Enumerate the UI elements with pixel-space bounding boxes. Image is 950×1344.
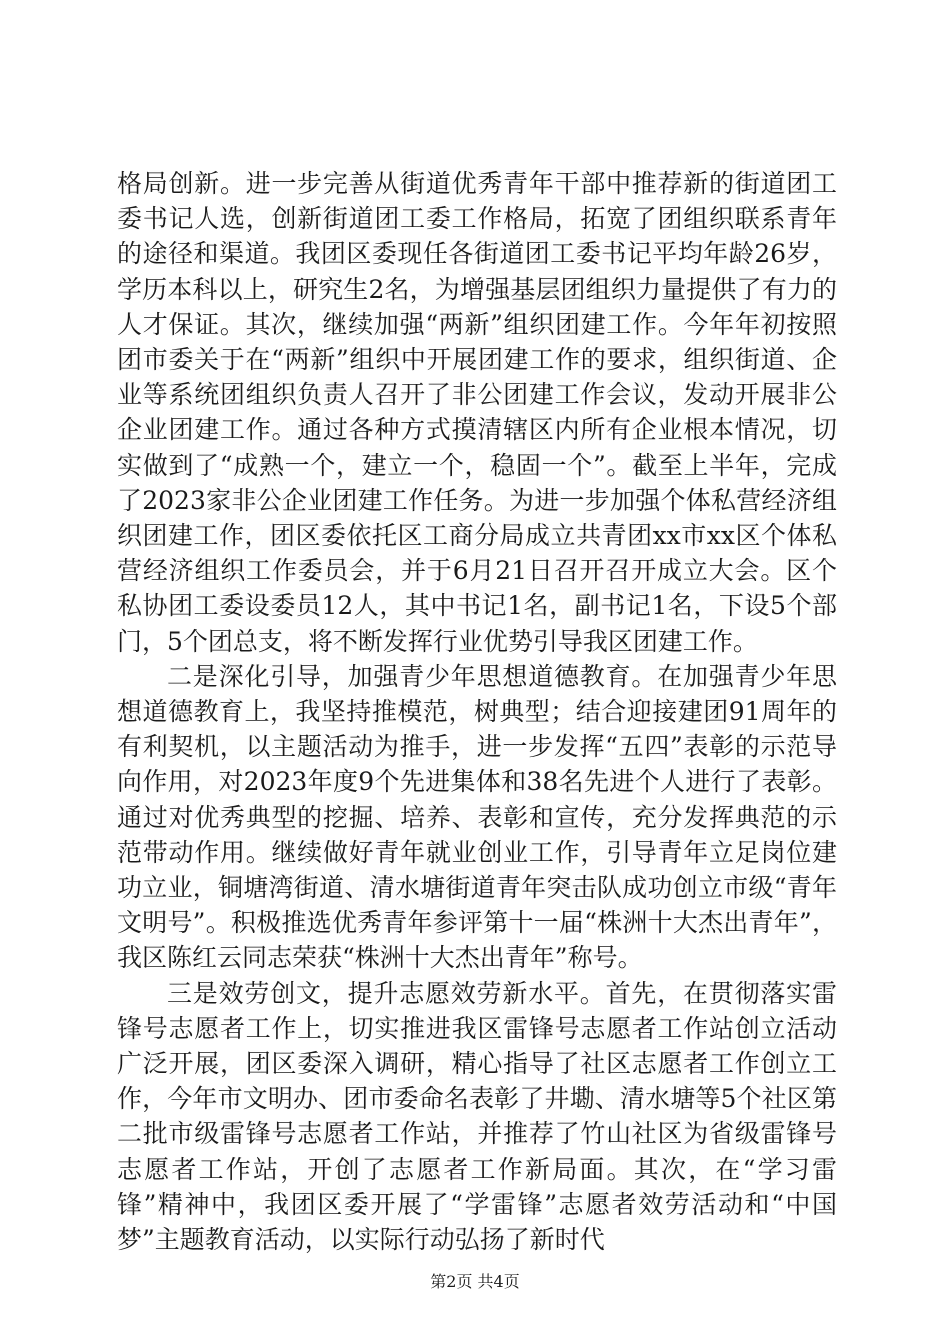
paragraph-volunteer-service: 三是效劳创文，提升志愿效劳新水平。首先，在贯彻落实雷锋号志愿者工作上，切实推进我区雷锋号志愿者工作站创立活动广泛开展，团区委深入调研，精心指导了社区志愿者工作创立工作，今年市文明办、团市委命名表彰了井墈、清水塘等5个社区第二批市级雷锋号志愿者工作站，并推荐了竹山社区为省级雷锋号志愿者工作站，开创了志愿者工作新局面。其次，在“学习雷锋”精神中，我团区委开展了“学雷锋”志愿者效劳活动和“中国梦”主题教育活动，以实际行动弘扬了新时代 — [117, 978, 837, 1255]
paragraph-continuation: 格局创新。进一步完善从街道优秀青年干部中推荐新的街道团工委书记人选，创新街道团工委工作格局，拓宽了团组织联系青年的途径和渠道。我团区委现任各街道团工委书记平均年龄26岁，学历本科以上，研究生2名，为增强基层团组织力量提供了有力的人才保证。其次，继续加强“两新”组织团建工作。今年年初按照团市委关于在“两新”组织中开展团建工作的要求，组织街道、企业等系统团组织负责人召开了非公团建工作会议，发动开展非公企业团建工作。通过各种方式摸清辖区内所有企业根本情况，切实做到了“成熟一个，建立一个，稳固一个”。截至上半年，完成了2023家非公企业团建工作任务。为进一步加强个体私营经济组织团建工作，团区委依托区工商分局成立共青团xx市xx区个体私营经济组织工作委员会，并于6月21日召开召开成立大会。区个私协团工委设委员12人，其中书记1名，副书记1名，下设5个部门，5个团总支，将不断发挥行业优势引导我区团建工作。 — [117, 169, 837, 656]
page-number-footer: 第2页 共4页 — [430, 1272, 520, 1291]
document-body — [117, 166, 837, 1257]
paragraph-moral-education: 二是深化引导，加强青少年思想道德教育。在加强青少年思想道德教育上，我坚持推模范，树典型；结合迎接建团91周年的有利契机，以主题活动为推手，进一步发挥“五四”表彰的示范导向作用，对2023年度9个先进集体和38名先进个人进行了表彰。通过对优秀典型的挖掘、培养、表彰和宣传，充分发挥典范的示范带动作用。继续做好青年就业创业工作，引导青年立足岗位建功立业，铜塘湾街道、清水塘街道青年突击队成功创立市级“青年文明号”。积极推选优秀青年参评第十一届“株洲十大杰出青年”，我区陈红云同志荣获“株洲十大杰出青年”称号。 — [117, 661, 837, 973]
